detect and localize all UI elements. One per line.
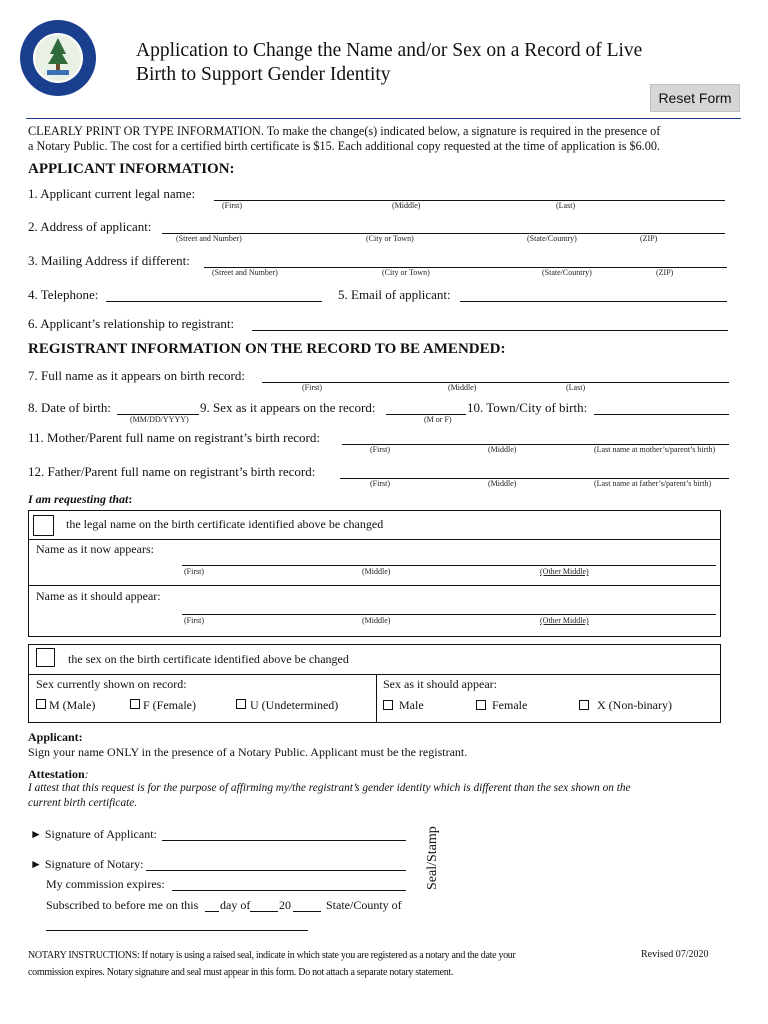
sublabel-state: (State/Country) [542,268,592,277]
sublabel-middle: (Middle) [448,383,477,392]
q12-label: 12. Father/Parent full name on registrant’s birth record: [28,464,316,479]
name-change-divider [28,585,721,586]
form-title-line1: Application to Change the Name and/or Sex on a Record of Live [136,40,643,61]
sublabel-last: (Last) [556,201,576,210]
department-seal [20,20,96,96]
q10-label: 10. Town/City of birth: [467,400,588,415]
reset-form-button[interactable]: Reset Form [650,84,740,112]
commission-label: My commission expires: [46,877,165,891]
sublabel-mother-last: (Last name at mother’s/parent’s birth) [594,445,716,454]
sublabel-street: (Street and Number) [212,268,278,277]
applicant-heading: APPLICANT INFORMATION: [28,161,235,177]
email-field[interactable] [460,301,727,302]
request-heading: I am requesting that: [28,492,133,506]
q2-label: 2. Address of applicant: [28,219,152,234]
sublabel-first: (First) [302,383,322,392]
q4-label: 4. Telephone: [28,287,99,302]
sublabel-first: (First) [370,445,390,454]
sex-should-male-checkbox[interactable] [383,700,393,710]
signature-applicant-label: ► Signature of Applicant: [30,827,157,841]
intro-line1: CLEARLY PRINT OR TYPE INFORMATION. To make the change(s) indicated below, a signature is required in the presence of [28,124,661,138]
sex-current-female-checkbox[interactable] [130,699,140,709]
attestation-line2: current birth certificate. [28,797,138,809]
name-now-field[interactable] [182,565,716,566]
mailing-address-field[interactable] [204,267,727,268]
sex-change-divider [28,674,721,675]
sublabel-m-or-f: (M or F) [424,415,452,424]
applicant-note-text: Sign your name ONLY in the presence of a Notary Public. Applicant must be the registrant. [28,745,468,759]
year-field[interactable] [293,911,321,912]
signature-notary-label: ► Signature of Notary: [30,857,144,871]
sex-should-label: Sex as it should appear: [383,677,497,691]
sex-current-undetermined-label: U (Undetermined) [250,698,339,712]
sublabel-other-middle: (Other Middle) [540,567,589,576]
seal-emblem-icon [20,20,96,96]
sublabel-first: (First) [184,567,204,576]
registrant-heading: REGISTRANT INFORMATION ON THE RECORD TO BE AMENDED: [28,341,506,357]
sex-should-nonbinary-checkbox[interactable] [579,700,589,710]
sublabel-zip: (ZIP) [656,268,674,277]
form-title-line2: Birth to Support Gender Identity [136,64,391,85]
header-rule [26,118,741,119]
sex-current-undetermined-checkbox[interactable] [236,699,246,709]
sex-change-column-divider [376,674,377,723]
town-of-birth-field[interactable] [594,414,729,415]
sex-current-male-checkbox[interactable] [36,699,46,709]
sublabel-zip: (ZIP) [640,234,658,243]
sex-current-male-label: M (Male) [49,698,96,712]
sublabel-middle: (Middle) [362,616,391,625]
sex-current-female-label: F (Female) [143,698,196,712]
name-change-divider [28,539,721,540]
year-prefix-label: 20 [279,898,291,912]
q9-label: 9. Sex as it appears on the record: [200,400,376,415]
sublabel-last: (Last) [566,383,586,392]
sex-should-female-label: Female [492,698,528,712]
state-county-field[interactable] [46,930,308,931]
state-county-label: State/County of [326,898,402,912]
sublabel-city: (City or Town) [382,268,430,277]
sex-should-female-checkbox[interactable] [476,700,486,710]
signature-notary-field[interactable] [146,870,406,871]
commission-field[interactable] [172,890,406,891]
telephone-field[interactable] [106,301,322,302]
sublabel-city: (City or Town) [366,234,414,243]
q7-label: 7. Full name as it appears on birth record: [28,368,245,383]
sublabel-street: (Street and Number) [176,234,242,243]
seal-stamp-label: Seal/Stamp [425,826,440,890]
q1-label: 1. Applicant current legal name: [28,186,196,201]
applicant-note-heading: Applicant: [28,730,83,744]
name-change-checkbox[interactable] [33,515,54,536]
day-field[interactable] [205,911,219,912]
notary-instructions-line2: commission expires. Notary signature and seal must appear in this form. Do not attach a separate notary statement. [28,967,454,978]
q5-label: 5. Email of applicant: [338,287,451,302]
sex-change-checkbox[interactable] [36,648,55,667]
revised-date: Revised 07/2020 [641,949,709,960]
sex-change-label: the sex on the birth certificate identified above be changed [68,652,349,666]
sublabel-middle: (Middle) [362,567,391,576]
intro-line2: a Notary Public. The cost for a certified birth certificate is $15. Each additional copy requested at the time of application is $6.00. [28,139,660,153]
sublabel-state: (State/Country) [527,234,577,243]
sublabel-father-last: (Last name at father’s/parent’s birth) [594,479,712,488]
sublabel-first: (First) [370,479,390,488]
month-field[interactable] [250,911,278,912]
sex-should-nonbinary-label: X (Non-binary) [597,698,672,712]
relationship-field[interactable] [252,330,728,331]
name-change-label: the legal name on the birth certificate identified above be changed [66,517,384,531]
sex-current-label: Sex currently shown on record: [36,677,187,691]
q3-label: 3. Mailing Address if different: [28,253,190,268]
attestation-heading: Attestation: [28,767,89,781]
sublabel-first: (First) [222,201,242,210]
sublabel-first: (First) [184,616,204,625]
registrant-name-field[interactable] [262,382,729,383]
sublabel-middle: (Middle) [488,479,517,488]
q11-label: 11. Mother/Parent full name on registrant’s birth record: [28,430,320,445]
q6-label: 6. Applicant’s relationship to registrant: [28,316,235,331]
notary-instructions-line1: NOTARY INSTRUCTIONS: If notary is using a raised seal, indicate in which state you are registered as a notary and the date your [28,950,516,961]
sublabel-dob-format: (MM/DD/YYYY) [130,415,189,424]
name-now-label: Name as it now appears: [36,542,154,556]
name-should-label: Name as it should appear: [36,589,161,603]
sex-should-male-label: Male [399,698,424,712]
day-of-label: day of [220,898,251,912]
subscribed-label: Subscribed to before me on this [46,898,199,912]
applicant-name-field[interactable] [214,200,725,201]
sublabel-other-middle: (Other Middle) [540,616,589,625]
attestation-line1: I attest that this request is for the purpose of affirming my/the registrant’s gender identity which is different than the sex shown on the [28,782,631,794]
signature-applicant-field[interactable] [162,840,406,841]
q8-label: 8. Date of birth: [28,400,112,415]
name-should-field[interactable] [182,614,716,615]
sublabel-middle: (Middle) [392,201,421,210]
sublabel-middle: (Middle) [488,445,517,454]
